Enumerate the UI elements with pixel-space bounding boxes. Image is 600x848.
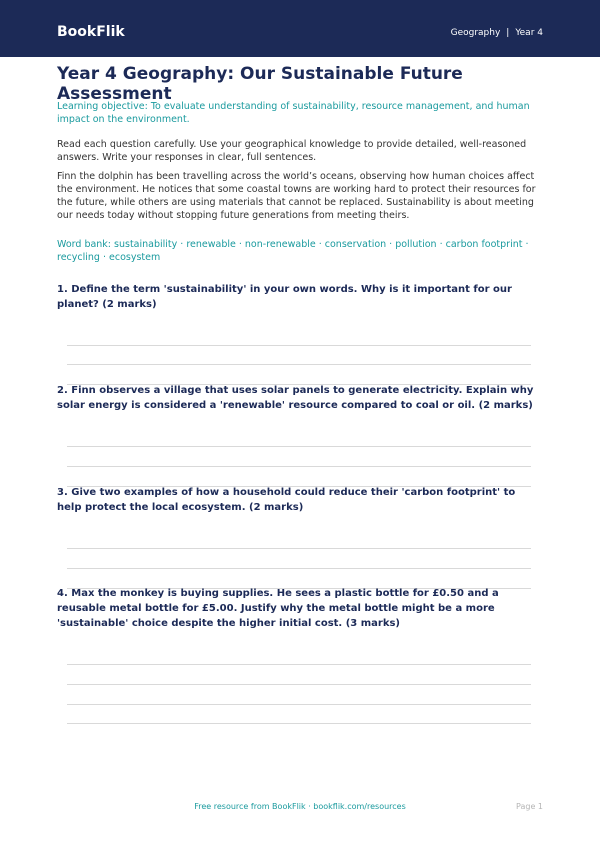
page-number: Page 1 [516,802,543,811]
answer-line[interactable] [67,723,531,724]
subject-label: Geography [450,28,501,38]
word-bank: Word bank: sustainability · renewable · non-renewable · conservation · pollution · carbon footprint · recycling · ecosystem [57,239,529,263]
answer-line[interactable] [67,446,531,447]
answer-line[interactable] [67,364,531,365]
story-paragraph: Finn the dolphin has been travelling across the world’s oceans, observing how human choices affect the environment. He notices that some coastal towns are working hard to protect their resources for the future, while others are using materials that cannot be replaced. Sustainability is about meeting our needs today without stopping future generations from meeting theirs. [57,171,536,221]
page-title: Year 4 Geography: Our Sustainable Future Assessment [57,64,463,104]
answer-line[interactable] [67,466,531,467]
answer-line[interactable] [67,548,531,549]
answer-line[interactable] [67,664,531,665]
learning-objective: Learning objective: To evaluate understanding of sustainability, resource management, and human impact on the environment. [57,101,530,125]
separator: | [506,28,510,38]
subject-year-label [451,28,543,38]
answer-line[interactable] [67,684,531,685]
page-header [0,0,600,57]
brand-logo: BookFlik [57,24,125,40]
question-3: 3. Give two examples of how a household could reduce their 'carbon footprint' to help protect the local ecosystem. (2 marks) [57,487,516,513]
question-2: 2. Finn observes a village that uses solar panels to generate electricity. Explain why solar energy is considered a 'renewable' resource compared to coal or oil. (2 marks) [57,385,534,411]
instructions: Read each question carefully. Use your geographical knowledge to provide detailed, well-reasoned answers. Write your responses in clear, full sentences. [57,139,527,163]
answer-line[interactable] [67,345,531,346]
question-1: 1. Define the term 'sustainability' in your own words. Why is it important for our planet? (2 marks) [57,284,512,310]
answer-line[interactable] [67,568,531,569]
year-label: Year 4 [515,28,543,38]
answer-line[interactable] [67,704,531,705]
footer-credit: Free resource from BookFlik · bookflik.com/resources [194,802,406,811]
question-4: 4. Max the monkey is buying supplies. He sees a plastic bottle for £0.50 and a reusable metal bottle for £5.00. Justify why the metal bottle might be a more 'sustainable' choice despite the higher initial cost. (3 marks) [57,588,499,629]
